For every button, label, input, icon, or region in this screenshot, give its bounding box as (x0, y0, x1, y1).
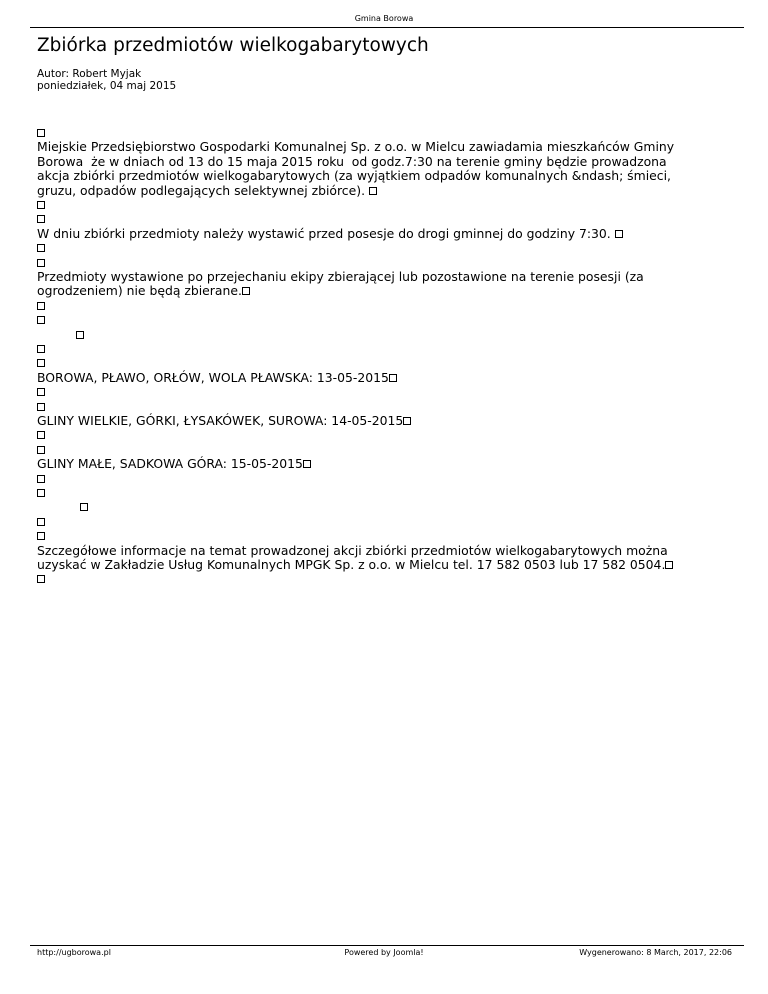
article-title: Zbiórka przedmiotów wielkogabarytowych (37, 35, 429, 56)
missing-glyph-icon (37, 532, 45, 540)
article-line-text: gruzu, odpadów podlegających selektywnej zbiórce). (37, 182, 369, 198)
article-line (37, 312, 45, 327)
missing-glyph-icon (369, 187, 377, 195)
article-line (37, 557, 673, 572)
missing-glyph-icon (37, 259, 45, 267)
article-line (37, 168, 671, 183)
missing-glyph-icon (37, 345, 45, 353)
missing-glyph-icon (37, 201, 45, 209)
missing-glyph-icon (76, 331, 84, 339)
missing-glyph-icon (403, 417, 411, 425)
article-date: poniedziałek, 04 maj 2015 (37, 80, 177, 92)
footer-powered-by: Powered by Joomla! (344, 948, 424, 957)
missing-glyph-icon (665, 561, 673, 569)
article-author: Autor: Robert Myjak (37, 68, 142, 80)
bottom-divider (30, 945, 744, 946)
article-line (37, 543, 668, 558)
article-line-text: Przedmioty wystawione po przejechaniu ekipy zbierającej lub pozostawione na terenie posesji (za (37, 269, 644, 284)
article-line-text: W dniu zbiórki przedmioty należy wystawić przed posesje do drogi gminnej do godziny 7:30. (37, 225, 615, 241)
missing-glyph-icon (37, 489, 45, 497)
missing-glyph-icon (37, 446, 45, 454)
article-line (37, 471, 45, 486)
top-divider (30, 27, 744, 28)
article-line (37, 139, 674, 154)
site-name: Gmina Borowa (354, 14, 414, 23)
article-line (37, 399, 45, 414)
article-line (37, 413, 411, 428)
article-line-text: akcja zbiórki przedmiotów wielkogabarytowych (za wyjątkiem odpadów komunalnych &ndash; śmieci, (37, 168, 671, 184)
article-line-text: GLINY WIELKIE, GÓRKI, ŁYSAKÓWEK, SUROWA: 14-05-2015 (37, 413, 404, 428)
missing-glyph-icon (37, 431, 45, 439)
article-line-text: BOROWA, PŁAWO, ORŁÓW, WOLA PŁAWSKA: 13-05-2015 (37, 369, 389, 385)
article-line (37, 154, 667, 169)
missing-glyph-icon (37, 302, 45, 310)
footer-generated-date: Wygenerowano: 8 March, 2017, 22:06 (579, 948, 732, 957)
article-line (37, 240, 45, 255)
missing-glyph-icon (37, 359, 45, 367)
article-line (37, 485, 45, 500)
article-line (37, 298, 45, 313)
article-line (37, 183, 377, 198)
article-line (37, 327, 84, 342)
article-line-text: GLINY MAŁE, SADKOWA GÓRA: 15-05-2015 (37, 456, 303, 472)
article-line-text: Szczegółowe informacje na temat prowadzonej akcji zbiórki przedmiotów wielkogabarytowych można (37, 542, 668, 558)
article-line-text: ogrodzeniem) nie będą zbierane. (37, 283, 242, 299)
article-line (37, 499, 88, 514)
article-line (37, 269, 644, 284)
article-line (37, 226, 623, 241)
missing-glyph-icon (80, 503, 88, 511)
article-line (37, 571, 45, 586)
article-line (37, 355, 45, 370)
article-line (37, 384, 45, 399)
missing-glyph-icon (37, 518, 45, 526)
missing-glyph-icon (37, 388, 45, 396)
article-line-text: Miejskie Przedsiębiorstwo Gospodarki Komunalnej Sp. z o.o. w Mielcu zawiadamia mieszkańców Gminy (37, 139, 675, 155)
article-line (37, 456, 311, 471)
missing-glyph-icon (37, 403, 45, 411)
missing-glyph-icon (37, 215, 45, 223)
article-line (37, 442, 45, 457)
article-line-text: uzyskać w Zakładzie Usług Komunalnych MPGK Sp. z o.o. w Mielcu tel. 17 582 0503 lub 17 582 0504. (37, 557, 666, 572)
article-line (37, 370, 397, 385)
missing-glyph-icon (389, 374, 397, 382)
article-line (37, 341, 45, 356)
article-line (37, 528, 45, 543)
missing-glyph-icon (37, 316, 45, 324)
article-line (37, 125, 45, 140)
missing-glyph-icon (37, 575, 45, 583)
article-line-text (37, 327, 76, 342)
article-line-text: Borowa że w dniach od 13 do 15 maja 2015 roku od godz.7:30 na terenie gminy będzie prowadzona (37, 153, 667, 169)
article-line-text (37, 499, 80, 514)
missing-glyph-icon (242, 287, 250, 295)
article-line (37, 197, 45, 212)
missing-glyph-icon (37, 129, 45, 137)
article-line (37, 283, 250, 298)
missing-glyph-icon (615, 230, 623, 238)
missing-glyph-icon (37, 244, 45, 252)
footer-url[interactable]: http://ugborowa.pl (37, 948, 111, 957)
article-line (37, 514, 45, 529)
missing-glyph-icon (303, 460, 311, 468)
article-line (37, 427, 45, 442)
missing-glyph-icon (37, 475, 45, 483)
article-line (37, 211, 45, 226)
article-line (37, 255, 45, 270)
